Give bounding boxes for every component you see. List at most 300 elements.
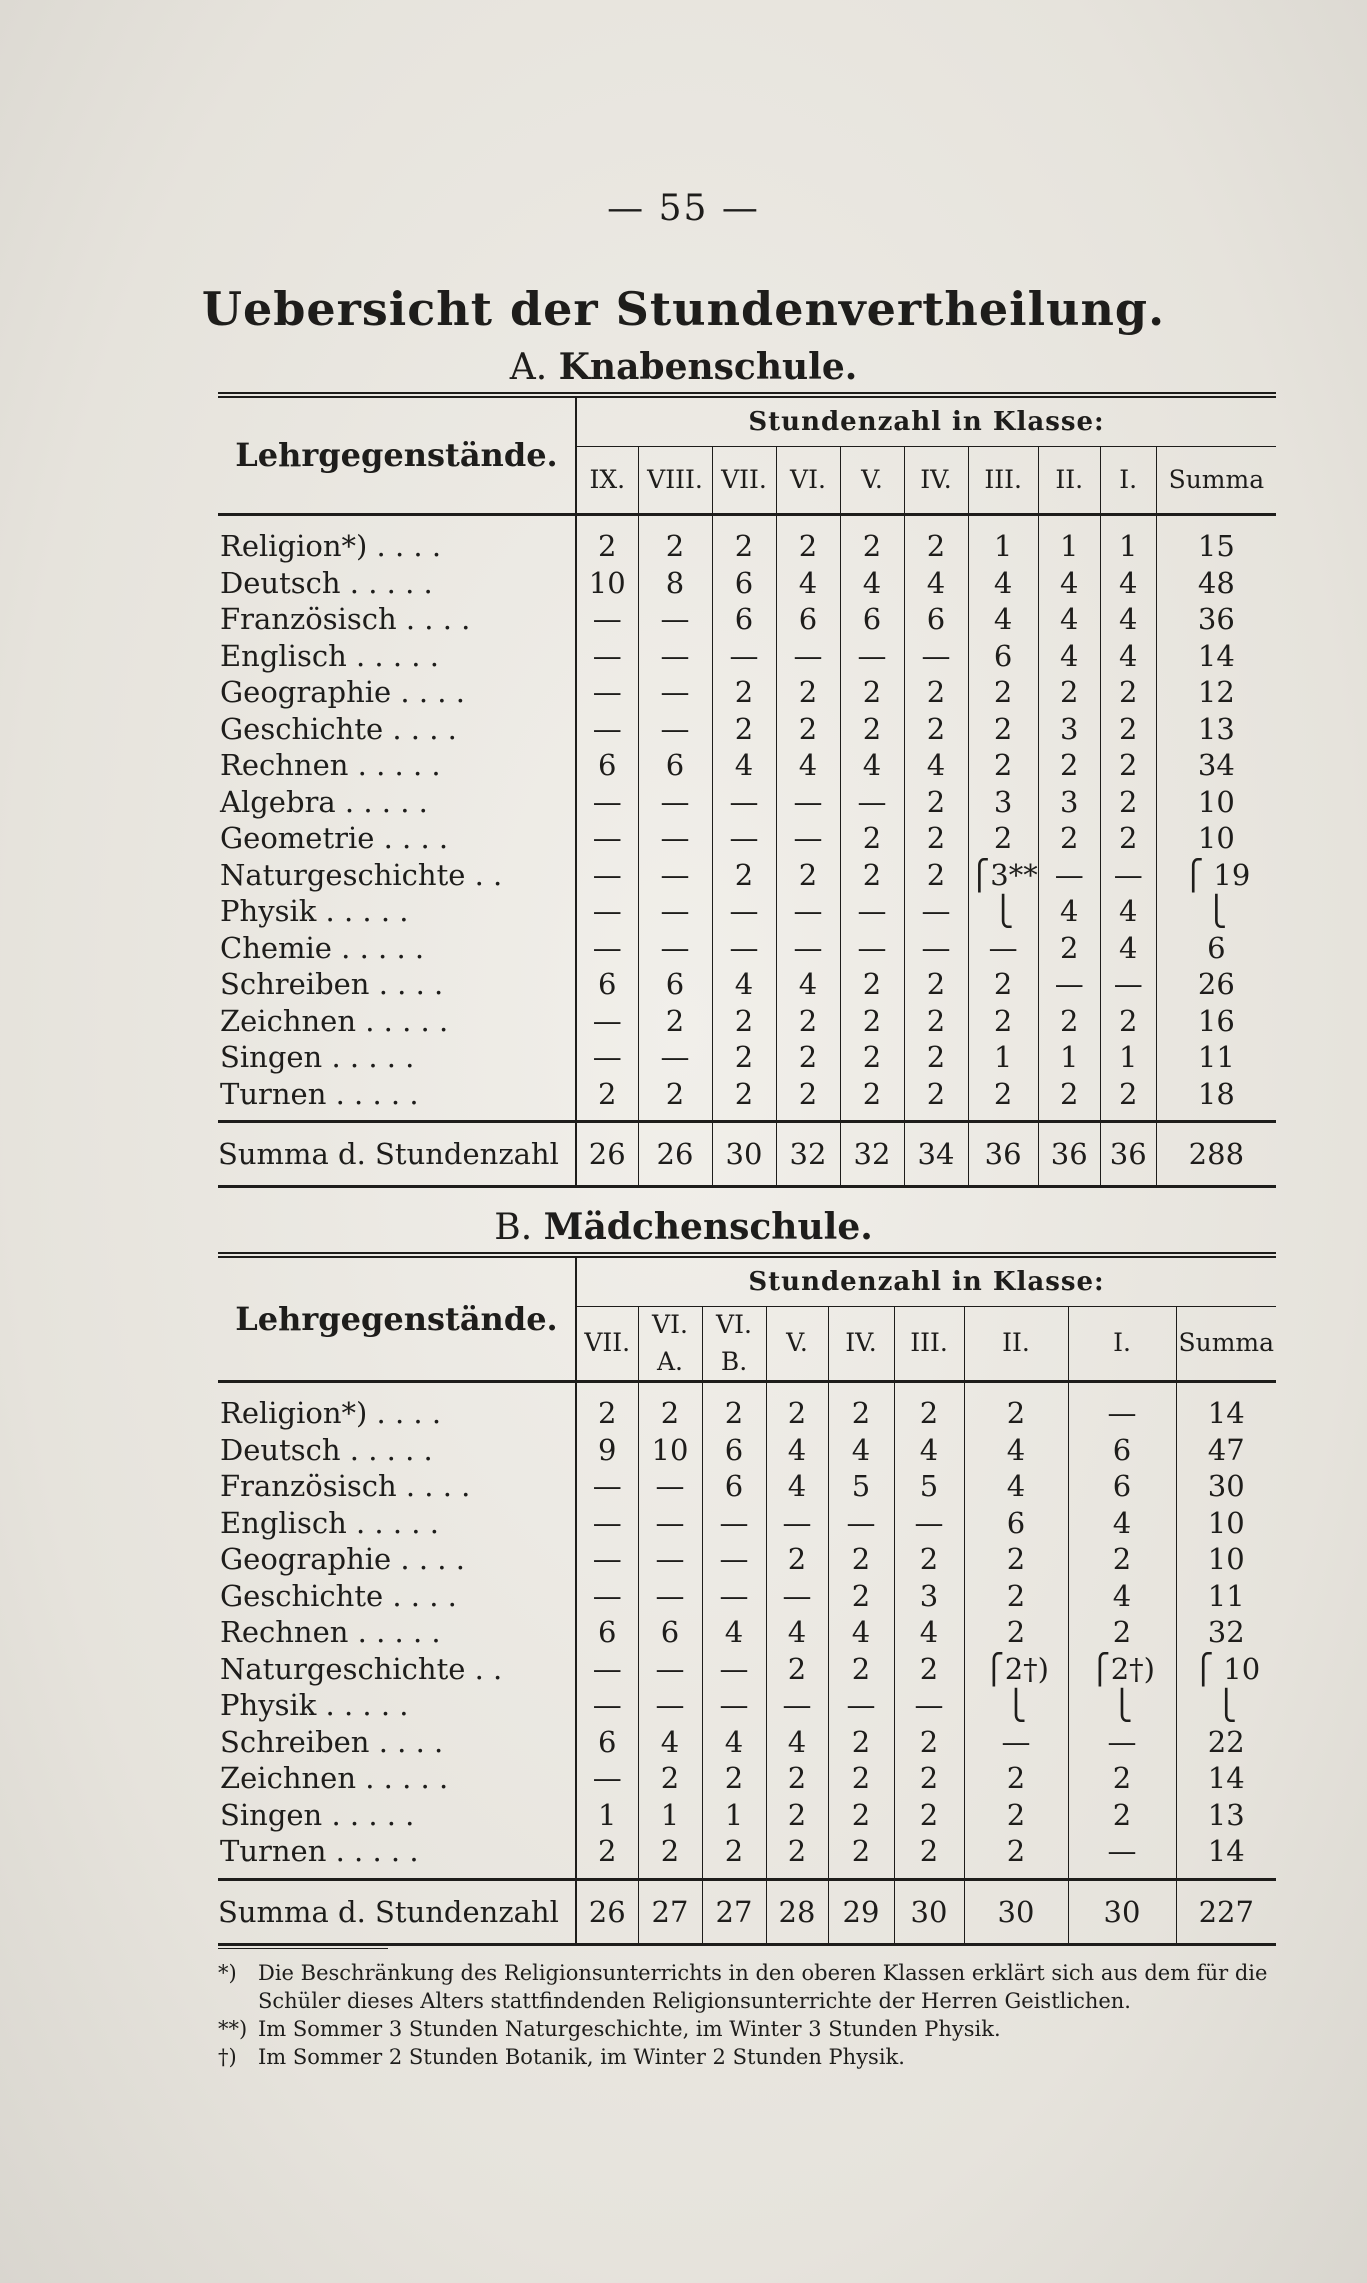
hours-cell: 6	[702, 1468, 766, 1505]
table-row	[218, 1505, 1276, 1542]
hours-cell: 2	[840, 857, 904, 894]
hours-cell: 2	[840, 820, 904, 857]
hours-cell: 2	[964, 1382, 1068, 1432]
hours-cell: —	[1068, 1382, 1176, 1432]
hours-cell: 22	[1176, 1724, 1276, 1761]
subject-cell: Rechnen . . . . .	[218, 747, 576, 784]
hours-cell: —	[592, 821, 622, 855]
column-header: VI. A.	[638, 1307, 702, 1382]
hours-cell: 36	[1156, 601, 1276, 638]
hours-cell: 2	[904, 820, 968, 857]
hours-cell: 12	[1156, 674, 1276, 711]
hours-cell: 2	[638, 1833, 702, 1879]
hours-cell: 2	[904, 674, 968, 711]
table-a-wrapper	[218, 392, 1276, 1188]
hours-cell: 6	[1068, 1468, 1176, 1505]
hours-cell: 2	[1038, 1076, 1100, 1122]
hours-cell: —	[712, 784, 776, 821]
table-a-subject-header: Lehrgegenstände.	[218, 395, 576, 515]
hours-cell: —	[712, 893, 776, 930]
hours-cell: —	[638, 930, 712, 967]
table-knabenschule	[218, 392, 1276, 1188]
subject-cell: Naturgeschichte . .	[218, 1651, 576, 1688]
hours-cell: 2	[968, 674, 1038, 711]
hours-cell: 4	[1038, 601, 1100, 638]
total-cell: 29	[828, 1879, 894, 1944]
hours-cell: ⎧2†)	[1068, 1651, 1176, 1688]
hours-cell: —	[904, 893, 968, 930]
hours-cell: 2	[638, 1076, 712, 1122]
table-b-subject-header: Lehrgegenstände.	[218, 1255, 576, 1382]
hours-cell: 6	[598, 1724, 617, 1759]
hours-cell: 4	[712, 966, 776, 1003]
hours-cell: 4	[766, 1614, 828, 1651]
subject-cell: Deutsch . . . . .	[218, 1432, 576, 1469]
hours-cell: 9	[598, 1432, 617, 1467]
total-cell: 32	[840, 1122, 904, 1187]
hours-cell: 2	[1100, 784, 1156, 821]
hours-cell: 14	[1176, 1760, 1276, 1797]
hours-cell: 2	[712, 1039, 776, 1076]
hours-cell: 6	[598, 1615, 617, 1649]
hours-cell: 2	[1038, 820, 1100, 857]
hours-cell: 10	[1176, 1541, 1276, 1578]
table-row	[218, 565, 1276, 602]
hours-cell: —	[840, 930, 904, 967]
hours-cell: —	[776, 638, 840, 675]
hours-cell: 14	[1176, 1833, 1276, 1879]
footnote-mark: †)	[218, 2045, 237, 2069]
footnote-text: Im Sommer 2 Stunden Botanik, im Winter 2 Stunden Physik.	[258, 2045, 905, 2069]
section-a-letter: A.	[509, 347, 548, 388]
hours-cell: 2	[828, 1833, 894, 1879]
hours-cell: 2	[904, 1039, 968, 1076]
hours-cell: 2	[840, 1076, 904, 1122]
table-maedchenschule	[218, 1252, 1276, 1946]
hours-cell: 2	[894, 1724, 964, 1761]
hours-cell: 2	[828, 1382, 894, 1432]
hours-cell: 2	[712, 1003, 776, 1040]
hours-cell: 18	[1156, 1076, 1276, 1122]
hours-cell: 2	[964, 1578, 1068, 1615]
subject-cell: Geographie . . . .	[218, 674, 576, 711]
hours-cell: 2	[766, 1541, 828, 1578]
subject-cell: Geschichte . . . .	[218, 1578, 576, 1615]
subject-cell: Religion*) . . . .	[218, 1382, 576, 1432]
hours-cell: ⎩	[964, 1687, 1068, 1724]
hours-cell: —	[638, 893, 712, 930]
subject-cell: Rechnen . . . . .	[218, 1614, 576, 1651]
hours-cell: —	[592, 1003, 622, 1038]
column-header: III.	[894, 1307, 964, 1382]
hours-cell: 2	[1038, 747, 1100, 784]
hours-cell: 6	[840, 601, 904, 638]
hours-cell: 1	[968, 1039, 1038, 1076]
hours-cell: 2	[598, 1834, 617, 1868]
hours-cell: 10	[1156, 820, 1276, 857]
hours-cell: ⎧2†)	[964, 1651, 1068, 1688]
subject-cell: Französisch . . . .	[218, 1468, 576, 1505]
hours-cell: 2	[828, 1651, 894, 1688]
hours-cell: —	[638, 1541, 702, 1578]
hours-cell: 2	[964, 1614, 1068, 1651]
hours-cell: 2	[840, 674, 904, 711]
subject-cell: Zeichnen . . . . .	[218, 1003, 576, 1040]
table-row	[218, 674, 1276, 711]
hours-cell: —	[638, 1468, 702, 1505]
hours-cell: 1	[598, 1797, 617, 1832]
hours-cell: —	[1068, 1833, 1176, 1879]
hours-cell: —	[776, 820, 840, 857]
hours-cell: 30	[1176, 1468, 1276, 1505]
hours-cell: 4	[1100, 638, 1156, 675]
hours-cell: 4	[766, 1432, 828, 1469]
section-a-heading	[0, 346, 1367, 388]
hours-cell: 2	[702, 1760, 766, 1797]
column-header: V.	[840, 447, 904, 515]
subject-cell: Singen . . . . .	[218, 1797, 576, 1834]
table-row	[218, 515, 1276, 565]
hours-cell: 4	[1100, 930, 1156, 967]
hours-cell: 4	[1100, 601, 1156, 638]
hours-cell: 6	[598, 748, 617, 782]
total-cell: 30	[964, 1879, 1068, 1944]
hours-cell: 34	[1156, 747, 1276, 784]
subject-cell: Französisch . . . .	[218, 601, 576, 638]
hours-cell: 2	[766, 1651, 828, 1688]
hours-cell: 2	[968, 966, 1038, 1003]
hours-cell: —	[964, 1724, 1068, 1761]
hours-cell: 5	[894, 1468, 964, 1505]
column-header: I.	[1068, 1307, 1176, 1382]
hours-cell: 1	[1038, 1039, 1100, 1076]
table-row	[218, 638, 1276, 675]
hours-cell: 2	[840, 1039, 904, 1076]
hours-cell: —	[638, 638, 712, 675]
hours-cell: 2	[712, 857, 776, 894]
table-row	[218, 820, 1276, 857]
subject-cell: Schreiben . . . .	[218, 966, 576, 1003]
column-header: IX.	[576, 447, 638, 515]
hours-cell: 15	[1156, 515, 1276, 565]
total-cell: 34	[904, 1122, 968, 1187]
hours-cell: —	[592, 1505, 622, 1540]
total-cell: 26	[576, 1122, 638, 1187]
table-row	[218, 1039, 1276, 1076]
subject-cell: Turnen . . . . .	[218, 1076, 576, 1122]
hours-cell: —	[840, 784, 904, 821]
hours-cell: 6	[964, 1505, 1068, 1542]
column-header: III.	[968, 447, 1038, 515]
hours-cell: 4	[828, 1614, 894, 1651]
hours-cell: 2	[1100, 1003, 1156, 1040]
section-b-school: Mädchenschule.	[543, 1206, 873, 1248]
hours-cell: —	[638, 820, 712, 857]
hours-cell: —	[1038, 966, 1100, 1003]
hours-cell: —	[592, 1688, 622, 1722]
hours-cell: —	[702, 1541, 766, 1578]
hours-cell: 4	[766, 1468, 828, 1505]
hours-cell: 2	[828, 1724, 894, 1761]
hours-cell: 4	[964, 1432, 1068, 1469]
hours-cell: 32	[1176, 1614, 1276, 1651]
hours-cell: 2	[1038, 930, 1100, 967]
hours-cell: 4	[828, 1432, 894, 1469]
table-b-total-label: Summa d. Stundenzahl	[218, 1879, 576, 1944]
hours-cell: —	[592, 1761, 622, 1795]
hours-cell: 2	[968, 820, 1038, 857]
subject-cell: Englisch . . . . .	[218, 1505, 576, 1542]
hours-cell: 4	[904, 747, 968, 784]
hours-cell: 2	[964, 1797, 1068, 1834]
hours-cell: —	[776, 893, 840, 930]
hours-cell: 10	[1176, 1505, 1276, 1542]
hours-cell: —	[776, 930, 840, 967]
hours-cell: 1	[1100, 515, 1156, 565]
hours-cell: 4	[1038, 638, 1100, 675]
hours-cell: —	[712, 638, 776, 675]
hours-cell: 2	[766, 1797, 828, 1834]
hours-cell: 13	[1176, 1797, 1276, 1834]
hours-cell: 1	[1100, 1039, 1156, 1076]
subject-cell: Geschichte . . . .	[218, 711, 576, 748]
column-header: VI. B.	[702, 1307, 766, 1382]
hours-cell: —	[638, 784, 712, 821]
hours-cell: 4	[1038, 565, 1100, 602]
hours-cell: 8	[638, 565, 712, 602]
hours-cell: 2	[712, 711, 776, 748]
hours-cell: ⎧ 19	[1156, 857, 1276, 894]
table-row	[218, 1003, 1276, 1040]
hours-cell: 2	[840, 1003, 904, 1040]
hours-cell: —	[702, 1651, 766, 1688]
hours-cell: ⎩	[1176, 1687, 1276, 1724]
hours-cell: ⎩	[1068, 1687, 1176, 1724]
hours-cell: 2	[968, 711, 1038, 748]
subject-cell: Geometrie . . . .	[218, 820, 576, 857]
footnote-text: Im Sommer 3 Stunden Naturgeschichte, im Winter 3 Stunden Physik.	[258, 2017, 1001, 2041]
subject-cell: Turnen . . . . .	[218, 1833, 576, 1879]
table-row	[218, 893, 1276, 930]
hours-cell: 2	[638, 1382, 702, 1432]
footnote-2	[218, 2015, 1276, 2043]
hours-cell: ⎩	[1156, 893, 1276, 930]
hours-cell: 2	[840, 711, 904, 748]
hours-cell: —	[592, 1040, 622, 1074]
table-b-wrapper	[218, 1252, 1276, 1946]
hours-cell: 10	[638, 1432, 702, 1469]
hours-cell: —	[894, 1505, 964, 1542]
hours-cell: 1	[968, 515, 1038, 565]
hours-cell: —	[1100, 857, 1156, 894]
hours-cell: 2	[776, 515, 840, 565]
hours-cell: —	[828, 1505, 894, 1542]
hours-cell: 2	[776, 1076, 840, 1122]
table-row	[218, 1797, 1276, 1834]
table-b-group-header: Stundenzahl in Klasse:	[576, 1255, 1276, 1307]
hours-cell: 2	[702, 1382, 766, 1432]
hours-cell: 2	[840, 966, 904, 1003]
section-a-school: Knabenschule.	[558, 346, 858, 388]
hours-cell: 4	[702, 1724, 766, 1761]
hours-cell: 48	[1156, 565, 1276, 602]
hours-cell: 4	[638, 1724, 702, 1761]
hours-cell: 2	[766, 1760, 828, 1797]
total-cell: 30	[712, 1122, 776, 1187]
hours-cell: 4	[894, 1432, 964, 1469]
subject-cell: Deutsch . . . . .	[218, 565, 576, 602]
total-cell: 26	[576, 1879, 638, 1944]
hours-cell: 3	[1038, 711, 1100, 748]
total-cell: 30	[894, 1879, 964, 1944]
hours-cell: 4	[1068, 1505, 1176, 1542]
hours-cell: —	[766, 1687, 828, 1724]
hours-cell: 4	[776, 966, 840, 1003]
hours-cell: 6	[968, 638, 1038, 675]
subject-cell: Englisch . . . . .	[218, 638, 576, 675]
page-number: — 55 —	[607, 188, 760, 229]
hours-cell: 4	[840, 747, 904, 784]
hours-cell: 4	[968, 601, 1038, 638]
hours-cell: 2	[968, 1076, 1038, 1122]
hours-cell: 3	[1038, 784, 1100, 821]
hours-cell: 4	[1100, 893, 1156, 930]
hours-cell: —	[766, 1505, 828, 1542]
hours-cell: 2	[1068, 1797, 1176, 1834]
hours-cell: 2	[894, 1760, 964, 1797]
total-cell: 36	[1100, 1122, 1156, 1187]
hours-cell: —	[592, 711, 622, 746]
hours-cell: 2	[638, 515, 712, 565]
hours-cell: —	[638, 1687, 702, 1724]
table-row	[218, 1724, 1276, 1761]
hours-cell: 2	[1068, 1614, 1176, 1651]
hours-cell: —	[592, 675, 622, 709]
total-cell: 36	[1038, 1122, 1100, 1187]
hours-cell: —	[702, 1687, 766, 1724]
hours-cell: 2	[638, 1003, 712, 1040]
hours-cell: 2	[894, 1651, 964, 1688]
hours-cell: —	[592, 1469, 622, 1503]
table-row	[218, 601, 1276, 638]
hours-cell: 47	[1176, 1432, 1276, 1469]
hours-cell: 2	[904, 515, 968, 565]
column-header: VI.	[776, 447, 840, 515]
hours-cell: 2	[828, 1760, 894, 1797]
hours-cell: 4	[964, 1468, 1068, 1505]
hours-cell: 2	[702, 1833, 766, 1879]
total-cell: 28	[766, 1879, 828, 1944]
hours-cell: 2	[828, 1541, 894, 1578]
hours-cell: —	[592, 1651, 622, 1686]
column-header: VII.	[712, 447, 776, 515]
hours-cell: ⎧3**	[968, 857, 1038, 892]
hours-cell: ⎩	[968, 893, 1038, 930]
hours-cell: ⎧ 10	[1176, 1651, 1276, 1688]
hours-cell: 11	[1176, 1578, 1276, 1615]
hours-cell: 14	[1156, 638, 1276, 675]
column-header: II.	[1038, 447, 1100, 515]
hours-cell: 2	[776, 857, 840, 894]
subject-cell: Geographie . . . .	[218, 1541, 576, 1578]
hours-cell: 2	[904, 1003, 968, 1040]
hours-cell: 2	[1038, 674, 1100, 711]
hours-cell: 10	[1156, 784, 1276, 821]
hours-cell: —	[840, 638, 904, 675]
footnote-3	[218, 2043, 1276, 2071]
table-row	[218, 1382, 1276, 1432]
hours-cell: 4	[776, 565, 840, 602]
hours-cell: —	[1038, 857, 1100, 894]
hours-cell: 2	[904, 784, 968, 821]
table-a-total-label: Summa d. Stundenzahl	[218, 1122, 576, 1187]
hours-cell: 2	[712, 1076, 776, 1122]
table-row	[218, 1578, 1276, 1615]
hours-cell: 4	[712, 747, 776, 784]
hours-cell: 4	[1068, 1578, 1176, 1615]
table-row	[218, 1651, 1276, 1688]
table-row	[218, 1687, 1276, 1724]
hours-cell: 2	[904, 857, 968, 894]
hours-cell: —	[592, 1578, 622, 1613]
hours-cell: —	[638, 1578, 702, 1615]
hours-cell: —	[712, 930, 776, 967]
hours-cell: —	[904, 638, 968, 675]
hours-cell: 2	[712, 515, 776, 565]
hours-cell: 6	[638, 747, 712, 784]
hours-cell: 1	[702, 1797, 766, 1834]
table-row	[218, 1076, 1276, 1122]
table-row	[218, 1614, 1276, 1651]
hours-cell: 2	[894, 1797, 964, 1834]
hours-cell: 2	[894, 1382, 964, 1432]
hours-cell: —	[592, 894, 622, 928]
hours-cell: —	[904, 930, 968, 967]
subject-cell: Zeichnen . . . . .	[218, 1760, 576, 1797]
hours-cell: 1	[1038, 515, 1100, 565]
column-header: II.	[964, 1307, 1068, 1382]
subject-cell: Physik . . . . .	[218, 893, 576, 930]
hours-cell: 6	[702, 1432, 766, 1469]
total-cell: 36	[968, 1122, 1038, 1187]
hours-cell: 6	[776, 601, 840, 638]
hours-cell: 2	[766, 1833, 828, 1879]
hours-cell: —	[894, 1687, 964, 1724]
total-cell: 27	[638, 1879, 702, 1944]
hours-cell: 3	[968, 784, 1038, 821]
hours-cell: 2	[904, 1076, 968, 1122]
hours-cell: 2	[776, 1003, 840, 1040]
hours-cell: 2	[776, 711, 840, 748]
column-header: V.	[766, 1307, 828, 1382]
hours-cell: 2	[638, 1760, 702, 1797]
hours-cell: 2	[776, 1039, 840, 1076]
hours-cell: 2	[964, 1760, 1068, 1797]
total-cell: 30	[1068, 1879, 1176, 1944]
hours-cell: 6	[712, 601, 776, 638]
hours-cell: 4	[904, 565, 968, 602]
hours-cell: —	[702, 1578, 766, 1615]
hours-cell: —	[638, 857, 712, 894]
hours-cell: 6	[1156, 930, 1276, 967]
hours-cell: 4	[702, 1614, 766, 1651]
hours-cell: 2	[1100, 711, 1156, 748]
hours-cell: 26	[1156, 966, 1276, 1003]
hours-cell: —	[638, 674, 712, 711]
hours-cell: 6	[712, 565, 776, 602]
subject-cell: Schreiben . . . .	[218, 1724, 576, 1761]
hours-cell: —	[828, 1687, 894, 1724]
